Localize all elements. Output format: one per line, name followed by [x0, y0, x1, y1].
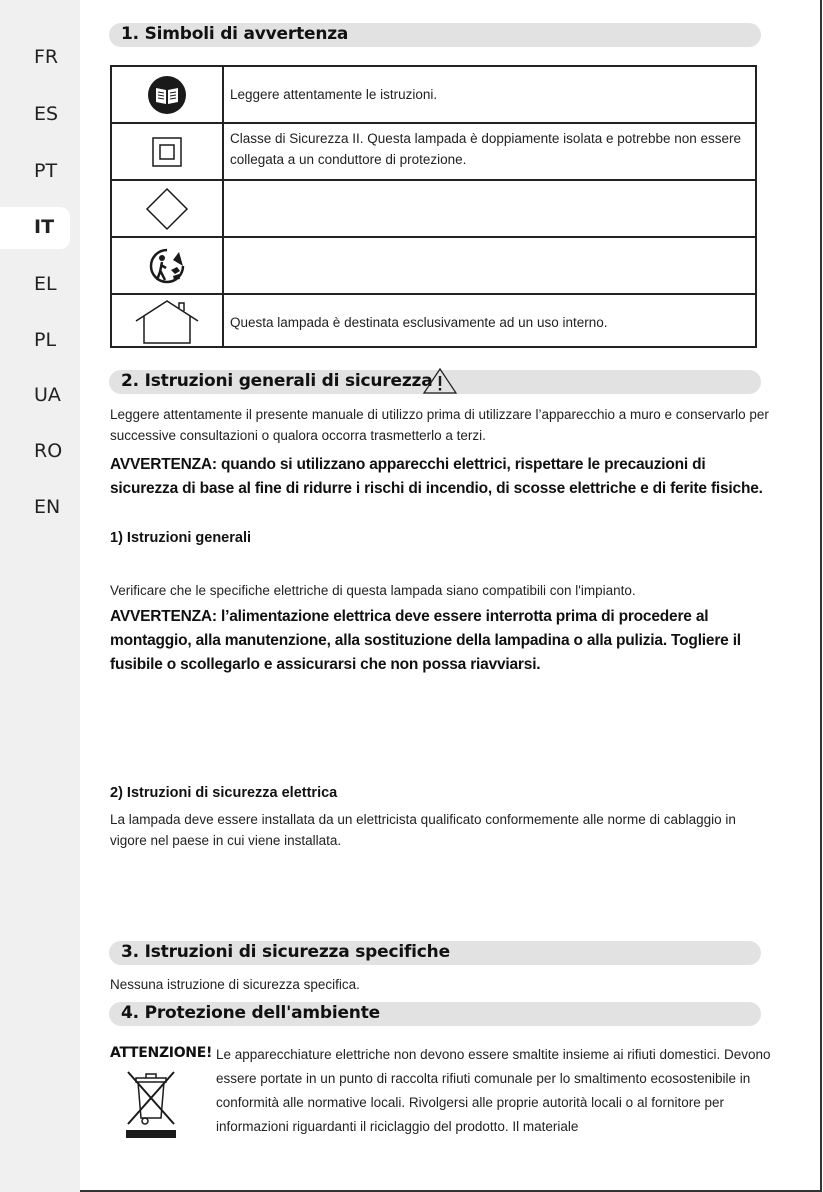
intro-paragraph: Leggere attentamente il presente manuale di utilizzo prima di utilizzare l’apparecchio a muro e conservarlo per successive consultazioni o qualora occorra trasmetterlo a terzi.: [110, 407, 769, 443]
indoor-use-house-icon: [112, 295, 224, 348]
triman-recycling-icon: [112, 238, 224, 293]
section-header-warning-symbols: [109, 23, 761, 47]
subheading-general-instructions: 1) Istruzioni generali: [110, 530, 251, 546]
warning-paragraph: AVVERTENZA: quando si utilizzano apparecchi elettrici, rispettare le precauzioni di sicurezza di base al fine di ridurre i rischi di incendio, di scosse elettriche e di ferite fisiche.: [110, 456, 763, 497]
specific-paragraph: Nessuna istruzione di sicurezza specifica.: [110, 977, 360, 992]
language-tab-el[interactable]: EL: [34, 273, 57, 295]
weee-crossed-bin-icon: [122, 1068, 180, 1140]
subheading-electrical-safety: 2) Istruzioni di sicurezza elettrica: [110, 785, 338, 801]
language-tab-ua[interactable]: UA: [34, 384, 61, 406]
language-tab-ro[interactable]: RO: [34, 440, 63, 462]
language-sidebar: [0, 0, 80, 1192]
language-tab-pl[interactable]: PL: [34, 329, 57, 351]
section-header-specific-safety: [109, 941, 761, 965]
language-tab-fr[interactable]: FR: [34, 46, 59, 68]
warning-triangle-icon: [422, 367, 458, 395]
read-manual-icon: [112, 67, 224, 122]
language-tab-en[interactable]: EN: [34, 496, 61, 518]
diamond-icon: [112, 181, 224, 236]
electrical-paragraph: La lampada deve essere installata da un elettricista qualificato conformemente alle norme di cablaggio in vigore nel paese in cui viene installata.: [110, 812, 736, 848]
symbols-table: [110, 65, 757, 348]
symbol-description: Classe di Sicurezza II. Questa lampada è doppiamente isolata e potrebbe non essere collegata a un conduttore di protezione.: [230, 131, 742, 167]
language-tab-es[interactable]: ES: [34, 103, 59, 125]
section-title: 4. Protezione dell'ambiente: [121, 1003, 380, 1023]
double-insulation-icon: [112, 124, 224, 179]
compatibility-paragraph: Verificare che le specifiche elettriche di questa lampada siano compatibili con l'impianto.: [110, 583, 636, 598]
symbol-row: [112, 181, 755, 238]
section-title: 1. Simboli di avvertenza: [121, 24, 349, 44]
symbol-row: [112, 124, 755, 181]
language-tab-it[interactable]: IT: [34, 216, 55, 238]
symbol-row: [112, 67, 755, 124]
environment-paragraph: Le apparecchiature elettriche non devono essere smaltite insieme ai rifiuti domestici. Devono essere portate in un punto di raccolta rifiuti comunale per lo smaltimento ecosostenibile in conformità alle normative locali. Rivolgersi alle proprie autorità locali o al fornitore per informazioni riguardanti il riciclaggio del prodotto. Il materiale: [216, 1047, 771, 1134]
symbol-description: Leggere attentamente le istruzioni.: [230, 87, 438, 102]
section-header-environment: [109, 1002, 761, 1026]
symbol-description: Questa lampada è destinata esclusivamente ad un uso interno.: [230, 315, 608, 330]
section-header-general-safety: [109, 370, 761, 394]
power-warning-paragraph: AVVERTENZA: l’alimentazione elettrica deve essere interrotta prima di procedere al montaggio, alla manutenzione, alla sostituzione della lampadina o alla pulizia. Togliere il fusibile o scollegarlo e assicurarsi che non possa riavviarsi.: [110, 608, 741, 673]
language-tab-pt[interactable]: PT: [34, 160, 58, 182]
section-title: 2. Istruzioni generali di sicurezza: [121, 371, 433, 391]
symbol-row: [112, 238, 755, 295]
section-title: 3. Istruzioni di sicurezza specifiche: [121, 942, 450, 962]
attention-label: ATTENZIONE!: [110, 1045, 213, 1061]
symbol-row: [112, 295, 755, 348]
